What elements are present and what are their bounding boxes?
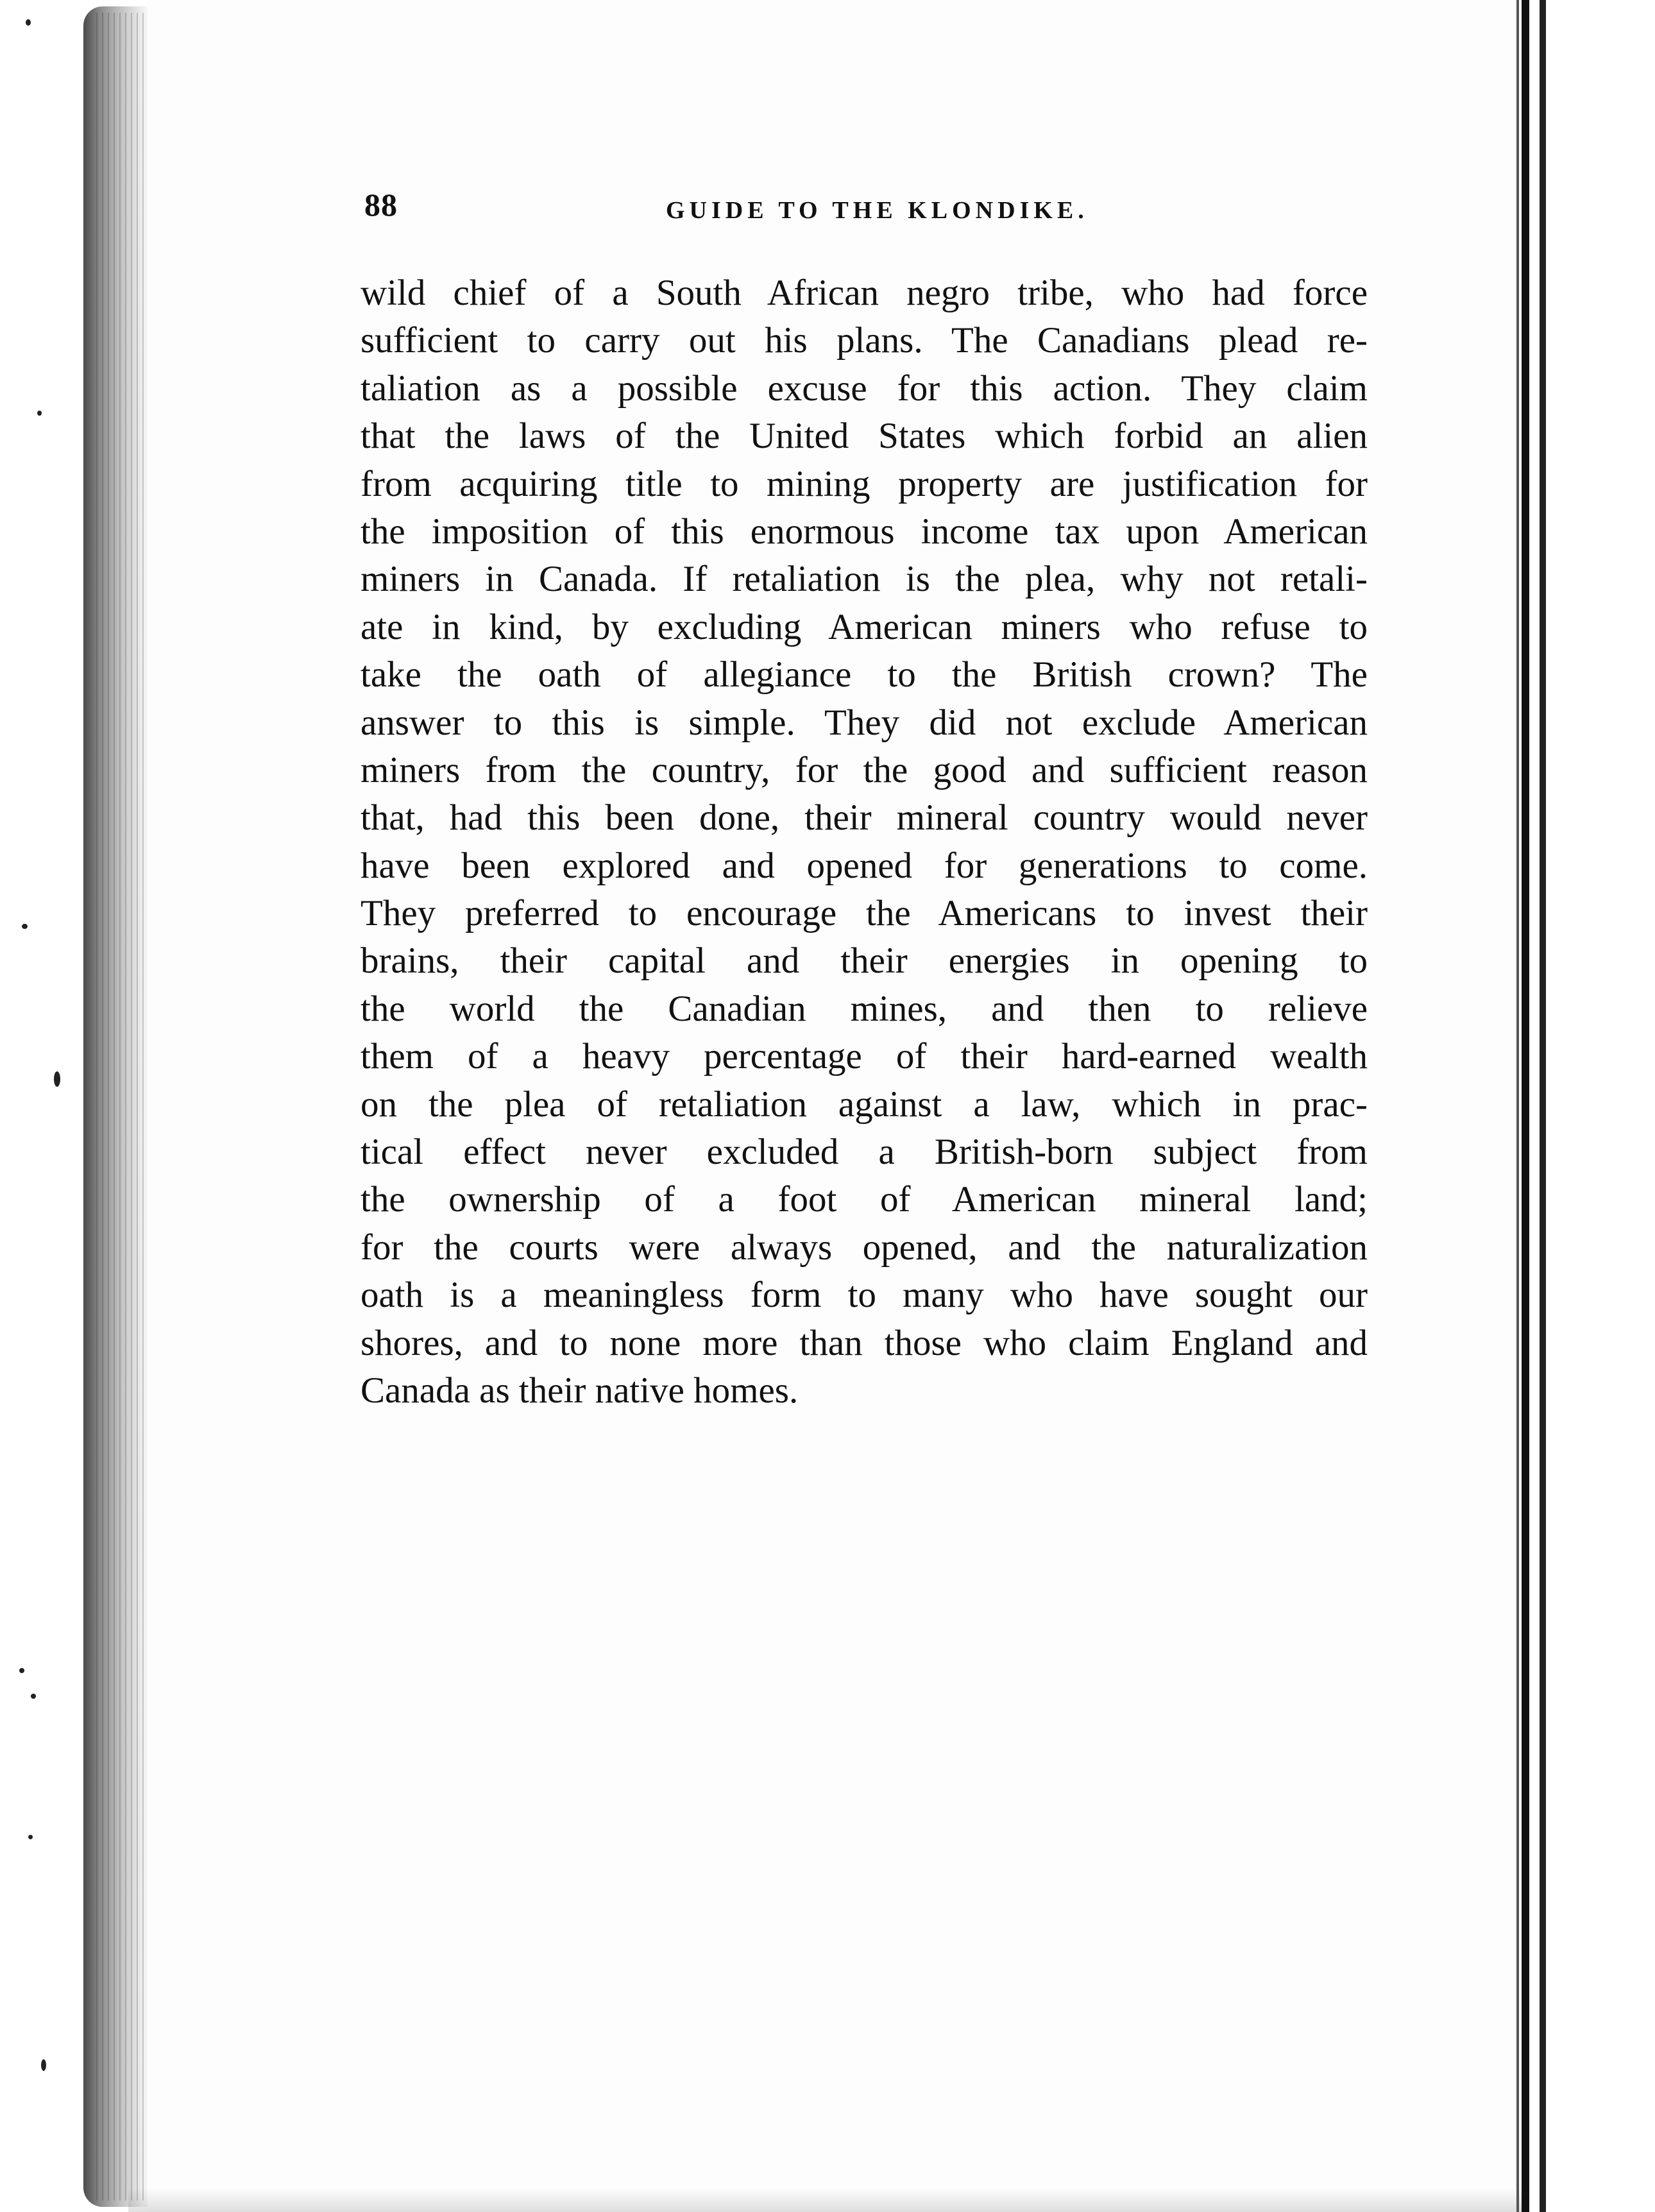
text-line: that, had this been done, their mineral country would never [361, 797, 1368, 838]
text-line: the imposition of this enormous income tax upon American [361, 511, 1368, 552]
scan-speck [41, 2059, 46, 2071]
text-line: that the laws of the United States which forbid an alien [361, 416, 1368, 457]
scan-speck [22, 924, 28, 929]
text-line: them of a heavy percentage of their hard-earned wealth [361, 1036, 1368, 1077]
text-line: sufficient to carry out his plans. The Canadians plead re- [361, 320, 1368, 361]
text-line: They preferred to encourage the Americans to invest their [361, 893, 1368, 934]
gutter-line [1516, 0, 1519, 2212]
text-line: the ownership of a foot of American mineral land; [361, 1179, 1368, 1220]
scan-speck [19, 1668, 24, 1673]
text-line: have been explored and opened for generations to come. [361, 845, 1368, 886]
text-line: wild chief of a South African negro tribe, who had force [361, 273, 1368, 313]
text-line: answer to this is simple. They did not exclude American [361, 702, 1368, 743]
text-line: Canada as their native homes. [361, 1370, 799, 1411]
page-bottom-shadow [128, 2188, 1527, 2212]
page-leaves-texture [96, 13, 148, 2200]
page-gutter [1522, 0, 1529, 2212]
running-head [364, 186, 1365, 237]
scan-speck [54, 1071, 60, 1087]
text-line: taliation as a possible excuse for this action. They claim [361, 368, 1368, 409]
running-head-title: GUIDE TO THE KLONDIKE. [666, 197, 1089, 224]
text-line: from acquiring title to mining property are justification for [361, 463, 1368, 504]
scan-speck [37, 411, 42, 416]
text-line: brains, their capital and their energies in opening to [361, 940, 1368, 982]
body-text [361, 269, 1368, 1415]
text-line: for the courts were always opened, and the naturalization [361, 1227, 1368, 1268]
text-line: the world the Canadian mines, and then to relieve [361, 988, 1368, 1029]
text-line: tical effect never excluded a British-born subject from [361, 1132, 1368, 1173]
text-line: on the plea of retaliation against a law, which in prac- [361, 1084, 1368, 1125]
scan-speck [28, 1835, 33, 1839]
text-line: ate in kind, by excluding American miners who refuse to [361, 606, 1368, 647]
next-page-strip [1529, 0, 1655, 2212]
text-line: shores, and to none more than those who claim England and [361, 1322, 1368, 1363]
text-line: miners from the country, for the good and sufficient reason [361, 749, 1368, 790]
text-line: miners in Canada. If retaliation is the plea, why not retali- [361, 559, 1368, 600]
scan-speck [31, 1694, 36, 1699]
page-number: 88 [364, 187, 398, 223]
text-line: take the oath of allegiance to the British crown? The [361, 654, 1368, 695]
text-line: oath is a meaningless form to many who have sought our [361, 1275, 1368, 1316]
next-page-edge [1540, 0, 1546, 2212]
scan-speck [26, 19, 31, 26]
